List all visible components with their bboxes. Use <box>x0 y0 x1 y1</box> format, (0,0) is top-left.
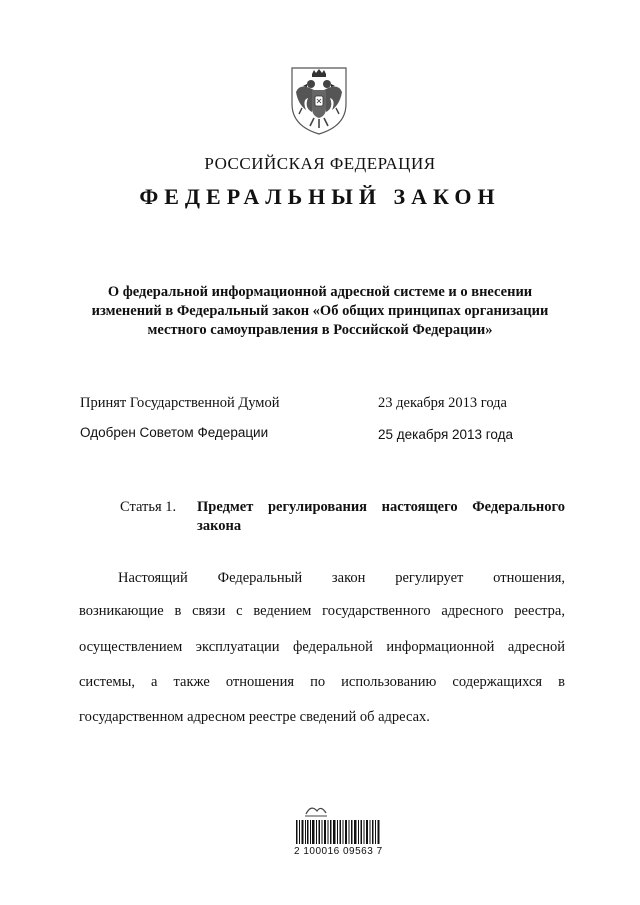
body-line: Настоящий Федеральный закон регулирует отношения, <box>118 570 565 586</box>
law-name-line: О федеральной информационной адресной системе и о внесении <box>107 284 533 300</box>
law-name <box>78 283 562 340</box>
body-line: возникающие в связи с ведением государственного адресного реестра, <box>79 603 565 619</box>
article-label: Статья 1. <box>120 499 177 515</box>
council-approval-date: 25 декабря 2013 года <box>378 427 514 442</box>
article-title: Предмет регулирования настоящего Федерального закона <box>197 499 565 534</box>
barcode-icon <box>296 820 380 844</box>
duma-adoption-date: 23 декабря 2013 года <box>378 395 507 411</box>
law-type-heading: ФЕДЕРАЛЬНЫЙ ЗАКОН <box>139 184 501 209</box>
coat-of-arms-icon <box>288 64 350 136</box>
barcode-number: 2 100016 09563 7 <box>294 846 383 857</box>
body-line: осуществлением эксплуатации федеральной информационной адресной <box>79 639 565 655</box>
law-name-line: изменений в Федеральный закон «Об общих принципах организации <box>91 303 549 319</box>
law-name-line: местного самоуправления в Российской Федерации» <box>147 322 493 338</box>
body-line: государственном адресном реестре сведений об адресах. <box>79 709 430 725</box>
country-heading: РОССИЙСКАЯ ФЕДЕРАЦИЯ <box>204 154 436 173</box>
body-line: системы, а также отношения по использованию содержащихся в <box>79 674 565 690</box>
duma-adoption-label: Принят Государственной Думой <box>80 395 280 411</box>
council-approval-label: Одобрен Советом Федерации <box>80 425 269 440</box>
office-stamp-icon <box>303 802 329 818</box>
